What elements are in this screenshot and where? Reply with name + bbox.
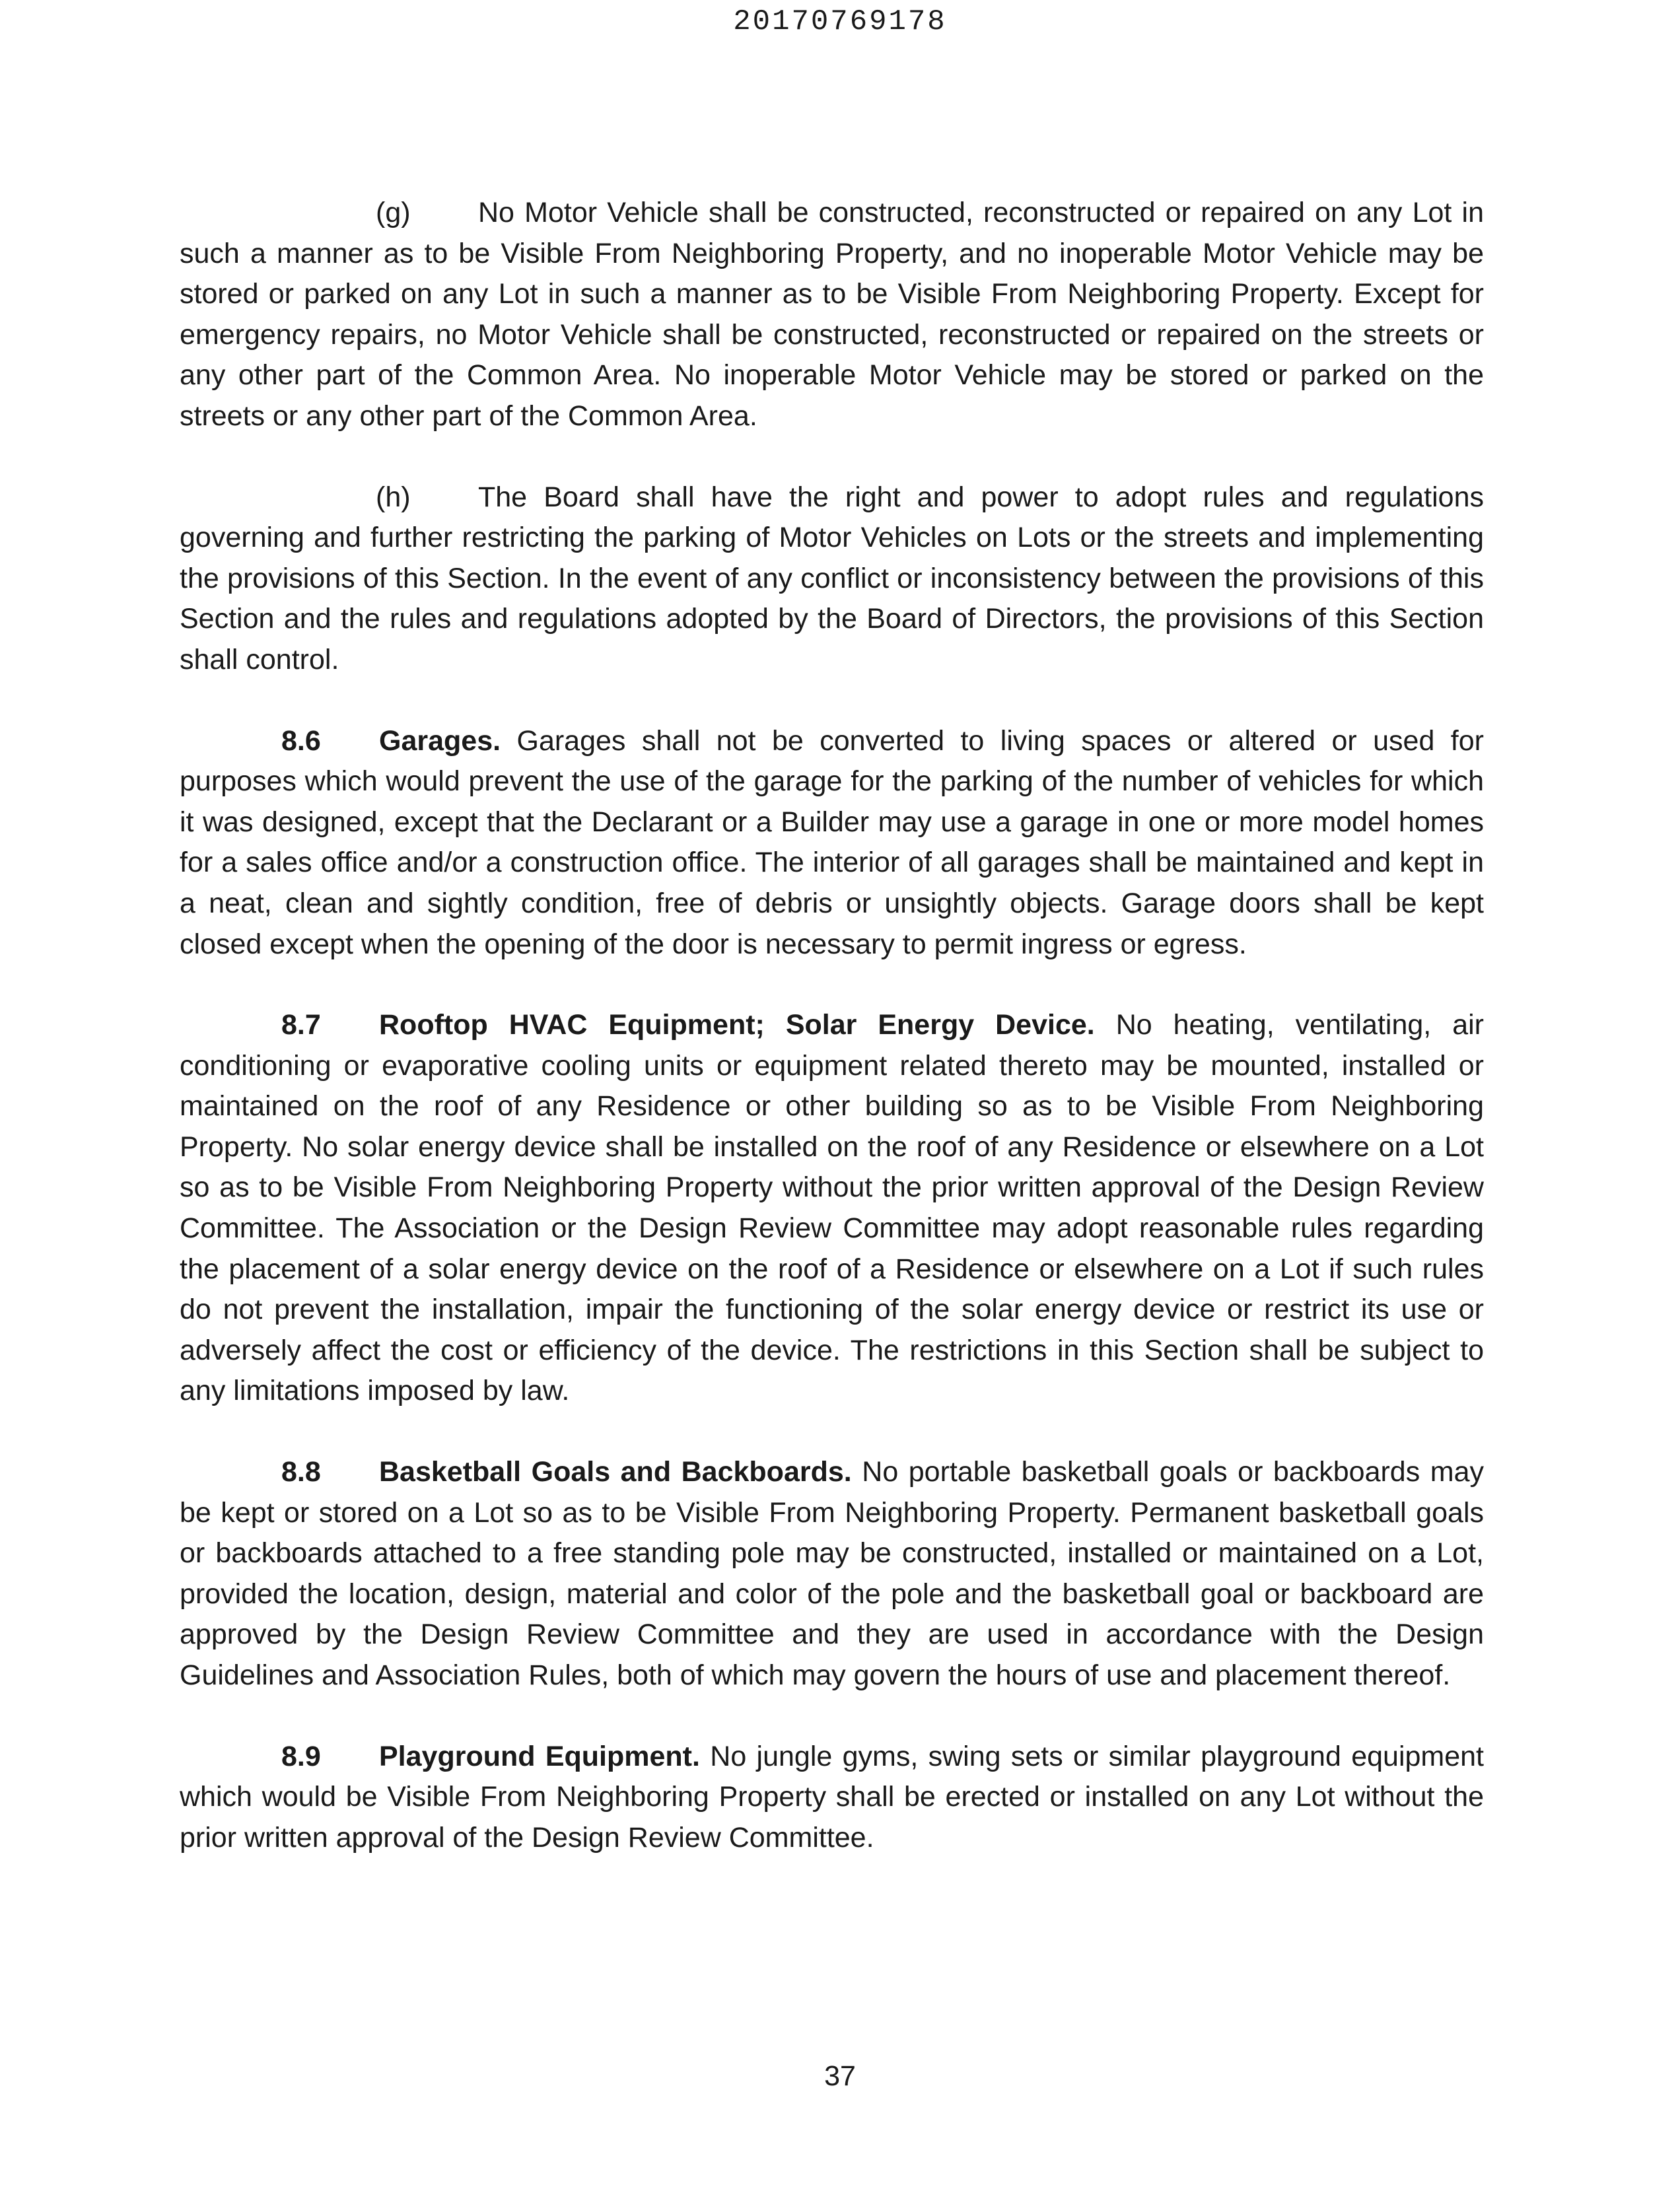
document-recording-number: 20170769178 xyxy=(733,5,947,38)
section-text: No heating, ventilating, air conditioning or evaporative cooling units or equipment related thereto may be mounted, installed or maintained on the roof of any Residence or other building so as to be Visible From Neighboring Property. No solar energy device shall be installed on the roof of any Residence or elsewhere on a Lot so as to be Visible From Neighboring Property without the prior written approval of the Design Review Committee. The Association or the Design Review Committee may adopt reasonable rules regarding the placement of a solar energy device on the roof of a Residence or elsewhere on a Lot if such rules do not prevent the installation, impair the functioning of the solar energy device or restrict its use or adversely affect the cost or efficiency of the device. The restrictions in this Section shall be subject to any limitations imposed by law. xyxy=(180,1009,1484,1407)
section-heading: Garages. xyxy=(379,724,501,757)
subparagraph-text: The Board shall have the right and power to adopt rules and regulations governing and further restricting the parking of Motor Vehicles on Lots or the streets and implementing the provisions of this Section. In the event of any conflict or inconsistency between the provisions of this Section and the rules and regulations adopted by the Board of Directors, the provisions of this Section shall control. xyxy=(180,481,1484,676)
document-body xyxy=(180,193,1484,1898)
subparagraph-text: No Motor Vehicle shall be constructed, reconstructed or repaired on any Lot in such a manner as to be Visible From Neighboring Property, and no inoperable Motor Vehicle may be stored or parked on any Lot in such a manner as to be Visible From Neighboring Property. Except for emergency repairs, no Motor Vehicle shall be constructed, reconstructed or repaired on the streets or any other part of the Common Area. No inoperable Motor Vehicle may be stored or parked on the streets or any other part of the Common Area. xyxy=(180,197,1484,432)
section-text: No jungle gyms, swing sets or similar playground equipment which would be Visible From Neighboring Property shall be erected or installed on any Lot without the prior written approval of the Design Review Committee. xyxy=(180,1740,1485,1854)
subparagraph-h xyxy=(180,477,1484,681)
section-8-8 xyxy=(180,1452,1484,1696)
section-heading: Playground Equipment. xyxy=(379,1740,700,1772)
section-heading: Rooftop HVAC Equipment; Solar Energy Device. xyxy=(379,1009,1095,1041)
section-text: Garages shall not be converted to living spaces or altered or used for purposes which would prevent the use of the garage for the parking of the number of vehicles for which it was designed, except that the Declarant or a Builder may use a garage in one or more model homes for a sales office and/or a construction office. The interior of all garages shall be maintained and kept in a neat, clean and sightly condition, free of debris or unsightly objects. Garage doors shall be kept closed except when the opening of the door is necessary to permit ingress or egress. xyxy=(180,724,1484,960)
section-8-6 xyxy=(180,721,1484,965)
section-heading: Basketball Goals and Backboards. xyxy=(379,1456,852,1488)
subparagraph-marker: (h) xyxy=(376,481,411,513)
section-8-9 xyxy=(180,1737,1484,1859)
subparagraph-g xyxy=(180,193,1484,437)
section-number: 8.8 xyxy=(281,1456,321,1488)
section-number: 8.9 xyxy=(281,1740,321,1772)
section-number: 8.7 xyxy=(281,1009,321,1041)
section-number: 8.6 xyxy=(281,724,321,757)
page-number: 37 xyxy=(824,2060,856,2092)
section-8-7 xyxy=(180,1005,1484,1412)
subparagraph-marker: (g) xyxy=(376,197,411,228)
section-text: No portable basketball goals or backboards may be kept or stored on a Lot so as to be Visible From Neighboring Property. Permanent basketball goals or backboards attached to a free standing pole may be constructed, installed or maintained on a Lot, provided the location, design, material and color of the pole and the basketball goal or backboard are approved by the Design Review Committee and they are used in accordance with the Design Guidelines and Association Rules, both of which may govern the hours of use and placement thereof. xyxy=(180,1456,1484,1691)
